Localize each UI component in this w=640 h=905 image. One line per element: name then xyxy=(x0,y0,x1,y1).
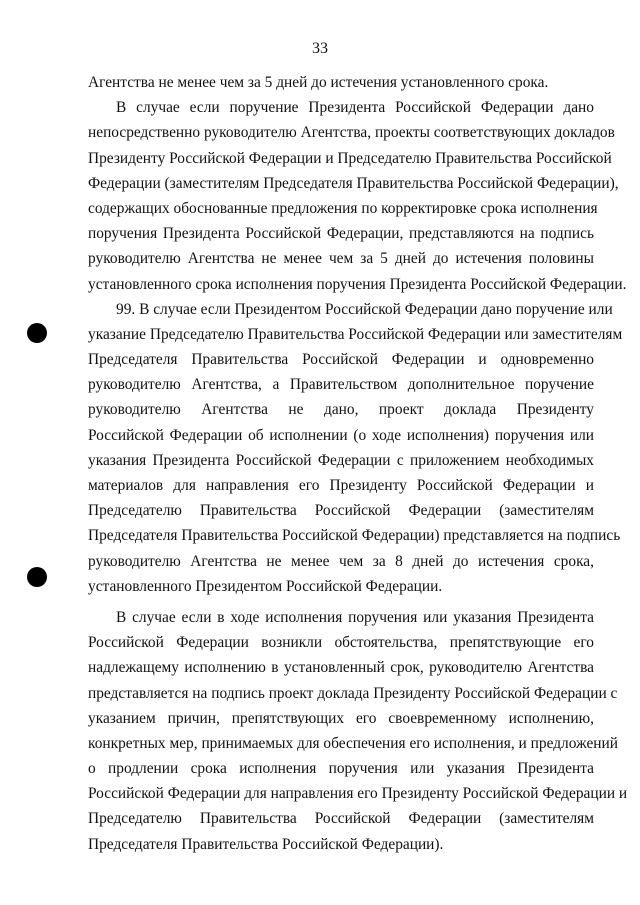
text-line: руководителю Агентства, а Правительством дополнительное поручение xyxy=(88,376,594,394)
text-line: Председателя Правительства Российской Федерации) представляется на подпись xyxy=(88,527,621,545)
text-line: В случае если в ходе исполнения поручения или указания Президента xyxy=(116,608,594,626)
text-line: непосредственно руководителю Агентства, проекты соответствующих докладов xyxy=(88,124,615,142)
text-line: Председателю Правительства Российской Федерации (заместителям xyxy=(88,810,594,828)
paragraph xyxy=(88,297,623,599)
text-line: Председателя Правительства Российской Федерации). xyxy=(88,835,444,853)
page-number: 33 xyxy=(312,40,328,57)
text-line: Российской Федерации об исполнении (о ходе исполнения) поручения или xyxy=(88,426,594,444)
text-line: материалов для направления его Президенту Российской Федерации и xyxy=(88,477,594,494)
text-line: о продлении срока исполнения поручения или указания Президента xyxy=(88,760,594,778)
text-line: установленного Президентом Российской Федерации. xyxy=(88,577,443,595)
text-line: Председателя Правительства Российской Федерации и одновременно xyxy=(88,351,594,369)
text-line: конкретных мер, принимаемых для обеспечения его исполнения, и предложений xyxy=(88,734,618,752)
text-line: содержащих обоснованные предложения по корректировке срока исполнения xyxy=(88,199,598,217)
paragraph xyxy=(88,605,628,857)
text-line: Российской Федерации для направления его Президенту Российской Федерации и xyxy=(88,785,628,803)
binder-hole-top xyxy=(27,323,47,343)
paragraph xyxy=(88,70,594,95)
paragraph xyxy=(88,95,627,297)
text-line: В случае если поручение Президента Российской Федерации дано xyxy=(116,99,594,117)
text-line: указания Президента Российской Федерации с приложением необходимых xyxy=(88,451,594,469)
text-line: установленного срока исполнения поручения Президента Российской Федерации. xyxy=(88,275,627,293)
text-line: Председателю Правительства Российской Федерации (заместителям xyxy=(88,502,594,520)
document-body xyxy=(88,70,628,857)
text-line: 99. В случае если Президентом Российской Федерации дано поручение или xyxy=(116,300,613,318)
text-line: Федерации (заместителям Председателя Правительства Российской Федерации), xyxy=(88,174,619,192)
binder-hole-bottom xyxy=(27,567,47,587)
text-line: Российской Федерации возникли обстоятельства, препятствующие его xyxy=(88,634,594,652)
text-line: Агентства не менее чем за 5 дней до истечения установленного срока. xyxy=(88,74,549,91)
text-line: поручения Президента Российской Федерации, представляются на подпись xyxy=(88,225,594,243)
text-line: представляется на подпись проект доклада Президенту Российской Федерации с xyxy=(88,684,618,702)
text-line: надлежащему исполнению в установленный срок, руководителю Агентства xyxy=(88,659,594,677)
text-line: руководителю Агентства не менее чем за 8 дней до истечения срока, xyxy=(88,552,594,570)
text-line: указанием причин, препятствующих его своевременному исполнению, xyxy=(88,709,594,727)
text-line: Президенту Российской Федерации и Председателю Правительства Российской xyxy=(88,149,612,167)
text-line: руководителю Агентства не менее чем за 5 дней до истечения половины xyxy=(88,250,594,268)
text-line: руководителю Агентства не дано, проект доклада Президенту xyxy=(88,401,594,419)
text-line: указание Председателю Правительства Российской Федерации или заместителям xyxy=(88,325,623,343)
